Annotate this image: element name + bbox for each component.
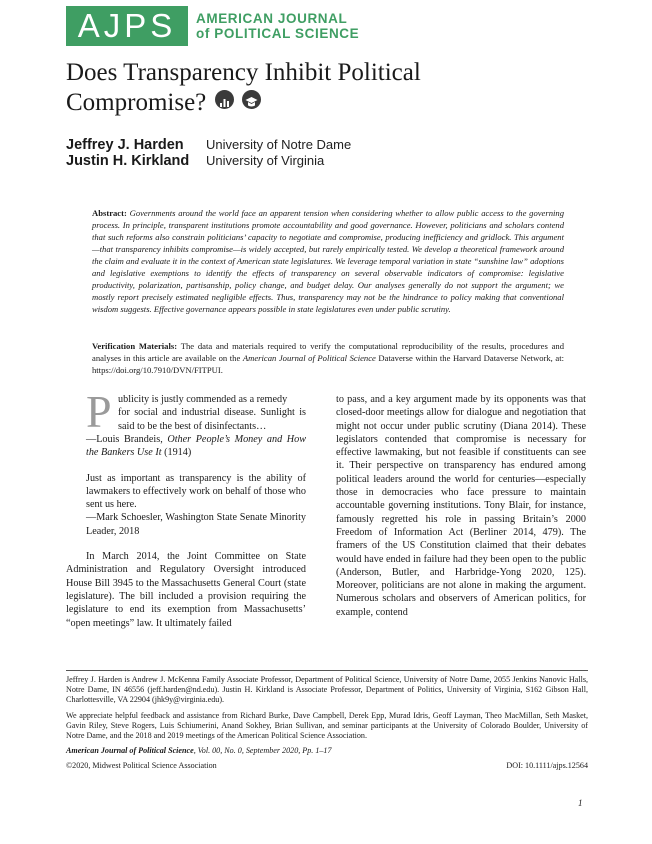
epigraph-attribution: —Mark Schoesler, Washington State Senate Minority Leader, 2018 [86,512,306,537]
title-line2: Compromise? [66,89,207,116]
body-paragraph: to pass, and a key argument made by its opponents was that closed-door meetings allow for dialogue and negotiation that might not occur under public scrutiny (Diana 2014). These legislators contended that compromise is necessary for effective lawmaking, but not feasible if constituents can see it. Their perspective on transparency has endured among political leaders around the world for centuries—especially those in democracies who face pressure to maintain accountable governing institutions. Tony Blair, for instance, famously regretted his role in passing Britain’s 2000 Freedom of Information Act (Berliner 2014, 479). The framers of the US Constitution claimed that their debates would have ended in failure had they been open to the public (Anderson, Butler, and Harbridge-Yong 2020, 125). Moreover, politicians are not alone in making the argument. Numerous scholars and observers of American politics, for example, contend [336,394,586,618]
open-materials-badge-icon[interactable] [242,90,261,109]
acknowledgments-note: We appreciate helpful feedback and assistance from Richard Burke, Dave Campbell, Derek Epp, Murad Idris, Geoff Layman, Theo MacMillan, Seth Masket, Gavin Riley, Steve Rogers, Luis Schiumerini, Anand Sokhey, Brian Sullivan, and seminar participants at the University of Colorado Boulder, University of Notre Dame, and the 2018 and 2019 meetings of the American Political Science Association. [66,710,588,741]
verification-label: Verification Materials: [92,341,178,351]
body-column-right [336,393,586,619]
journal-name [196,11,359,41]
attribution-year: (1914) [164,447,192,459]
abstract [92,207,564,315]
attribution-title: Other People’s Money and How the Bankers Use It [86,434,307,459]
title-line2-wrap [66,88,486,118]
copyright-row [66,761,588,771]
author-name: Jeffrey J. Harden [66,137,184,153]
author-row [66,137,351,153]
citation-details: , Vol. 00, No. 0, September 2020, Pp. 1–17 [193,746,332,756]
body-column-left [66,386,307,630]
open-data-badge-icon[interactable] [215,90,234,109]
author-affiliation: University of Notre Dame [206,137,352,152]
abstract-text: Governments around the world face an apparent tension when considering whether to allow public access to the governing process. In principle, transparent institutions promote accountability and good governance. However, politicians and scholars contend that such reforms also constrain politicians’ capacity to negotiate and compromise, producing inefficiency and gridlock. This argument—that transparency inhibits compromise—is widely accepted, but rarely empirically tested. We develop a theoretical framework around the claim and evaluate it in the context of American state legislatures. We leverage temporal variation in state “sunshine law” adoptions and legislative exemptions to identify the effects of transparency on several observable indicators of compromise: legislative productivity, polarization, partisanship, policy change, and budget delay. Our analyses generally do not support the argument; we mostly report precisely estimated negligible effects. Thus, transparency may not be the hindrance to policy making that conventional wisdom suggests. Effective governance appears possible in state legislatures even under public scrutiny. [92,208,564,314]
verification-text-before: The data and materials required to verify the computational reproducibility of the results, procedures and analyses in this article are available on the [92,341,564,363]
epigraph-first-line: ublicity is justly commended as a remedy [118,394,288,405]
ajps-logo: AJPS [66,6,188,46]
author-affiliation-note: Jeffrey J. Harden is Andrew J. McKenna Family Associate Professor, Department of Political Science, University of Notre Dame, 2055 Jenkins Nanovic Halls, Notre Dame, IN 46556 (jeff.harden@nd.edu). Justin H. Kirkland is Associate Professor, Department of Politics, University of Virginia, S162 Gibson Hall, Charlottesville, VA 22904 (jhk9y@virginia.edu). [66,675,588,705]
title-line1: Does Transparency Inhibit Political [66,59,421,86]
epigraph-brandeis [66,386,306,437]
journal-name-line2: of POLITICAL SCIENCE [196,26,360,41]
verification-materials [92,340,564,376]
author-affiliation: University of Virginia [206,153,325,168]
journal-name-line1: AMERICAN JOURNAL [196,11,348,26]
footnotes [66,670,588,772]
article-title [66,58,486,118]
epigraph-text: Just as important as transparency is the ability of lawmakers to effectively work on behalf of those who sent us here. [86,472,306,511]
journal-citation [66,746,588,756]
citation-journal: American Journal of Political Science [66,746,194,756]
abstract-label: Abstract: [92,208,127,218]
author-row [66,153,351,169]
epigraph-schoesler [66,472,306,538]
body-paragraph: In March 2014, the Joint Committee on State Administration and Regulatory Oversight introduced House Bill 3945 to the Massachusetts General Court (state legislature). The bill included a provision requiring the legislature to end its exemption from Massachusetts’ “open meetings” law. It ultimately failed [66,551,306,629]
author-list [66,137,351,169]
author-name: Justin H. Kirkland [66,153,190,169]
verification-journal: American Journal of Political Science [242,353,376,363]
drop-cap: P [86,386,112,437]
journal-masthead [66,6,359,46]
page-number: 1 [578,798,583,808]
epigraph-text: for social and industrial disease. Sunlight is said to be the best of disinfectants… [118,407,306,432]
attribution-author: —Louis Brandeis, [86,434,163,445]
copyright: ©2020, Midwest Political Science Association [66,761,217,771]
doi[interactable]: DOI: 10.1111/ajps.12564 [506,761,588,771]
verification-text-after[interactable]: Dataverse within the Harvard Dataverse Network, at: https://doi.org/10.7910/DVN/FITPUI. [92,353,564,375]
